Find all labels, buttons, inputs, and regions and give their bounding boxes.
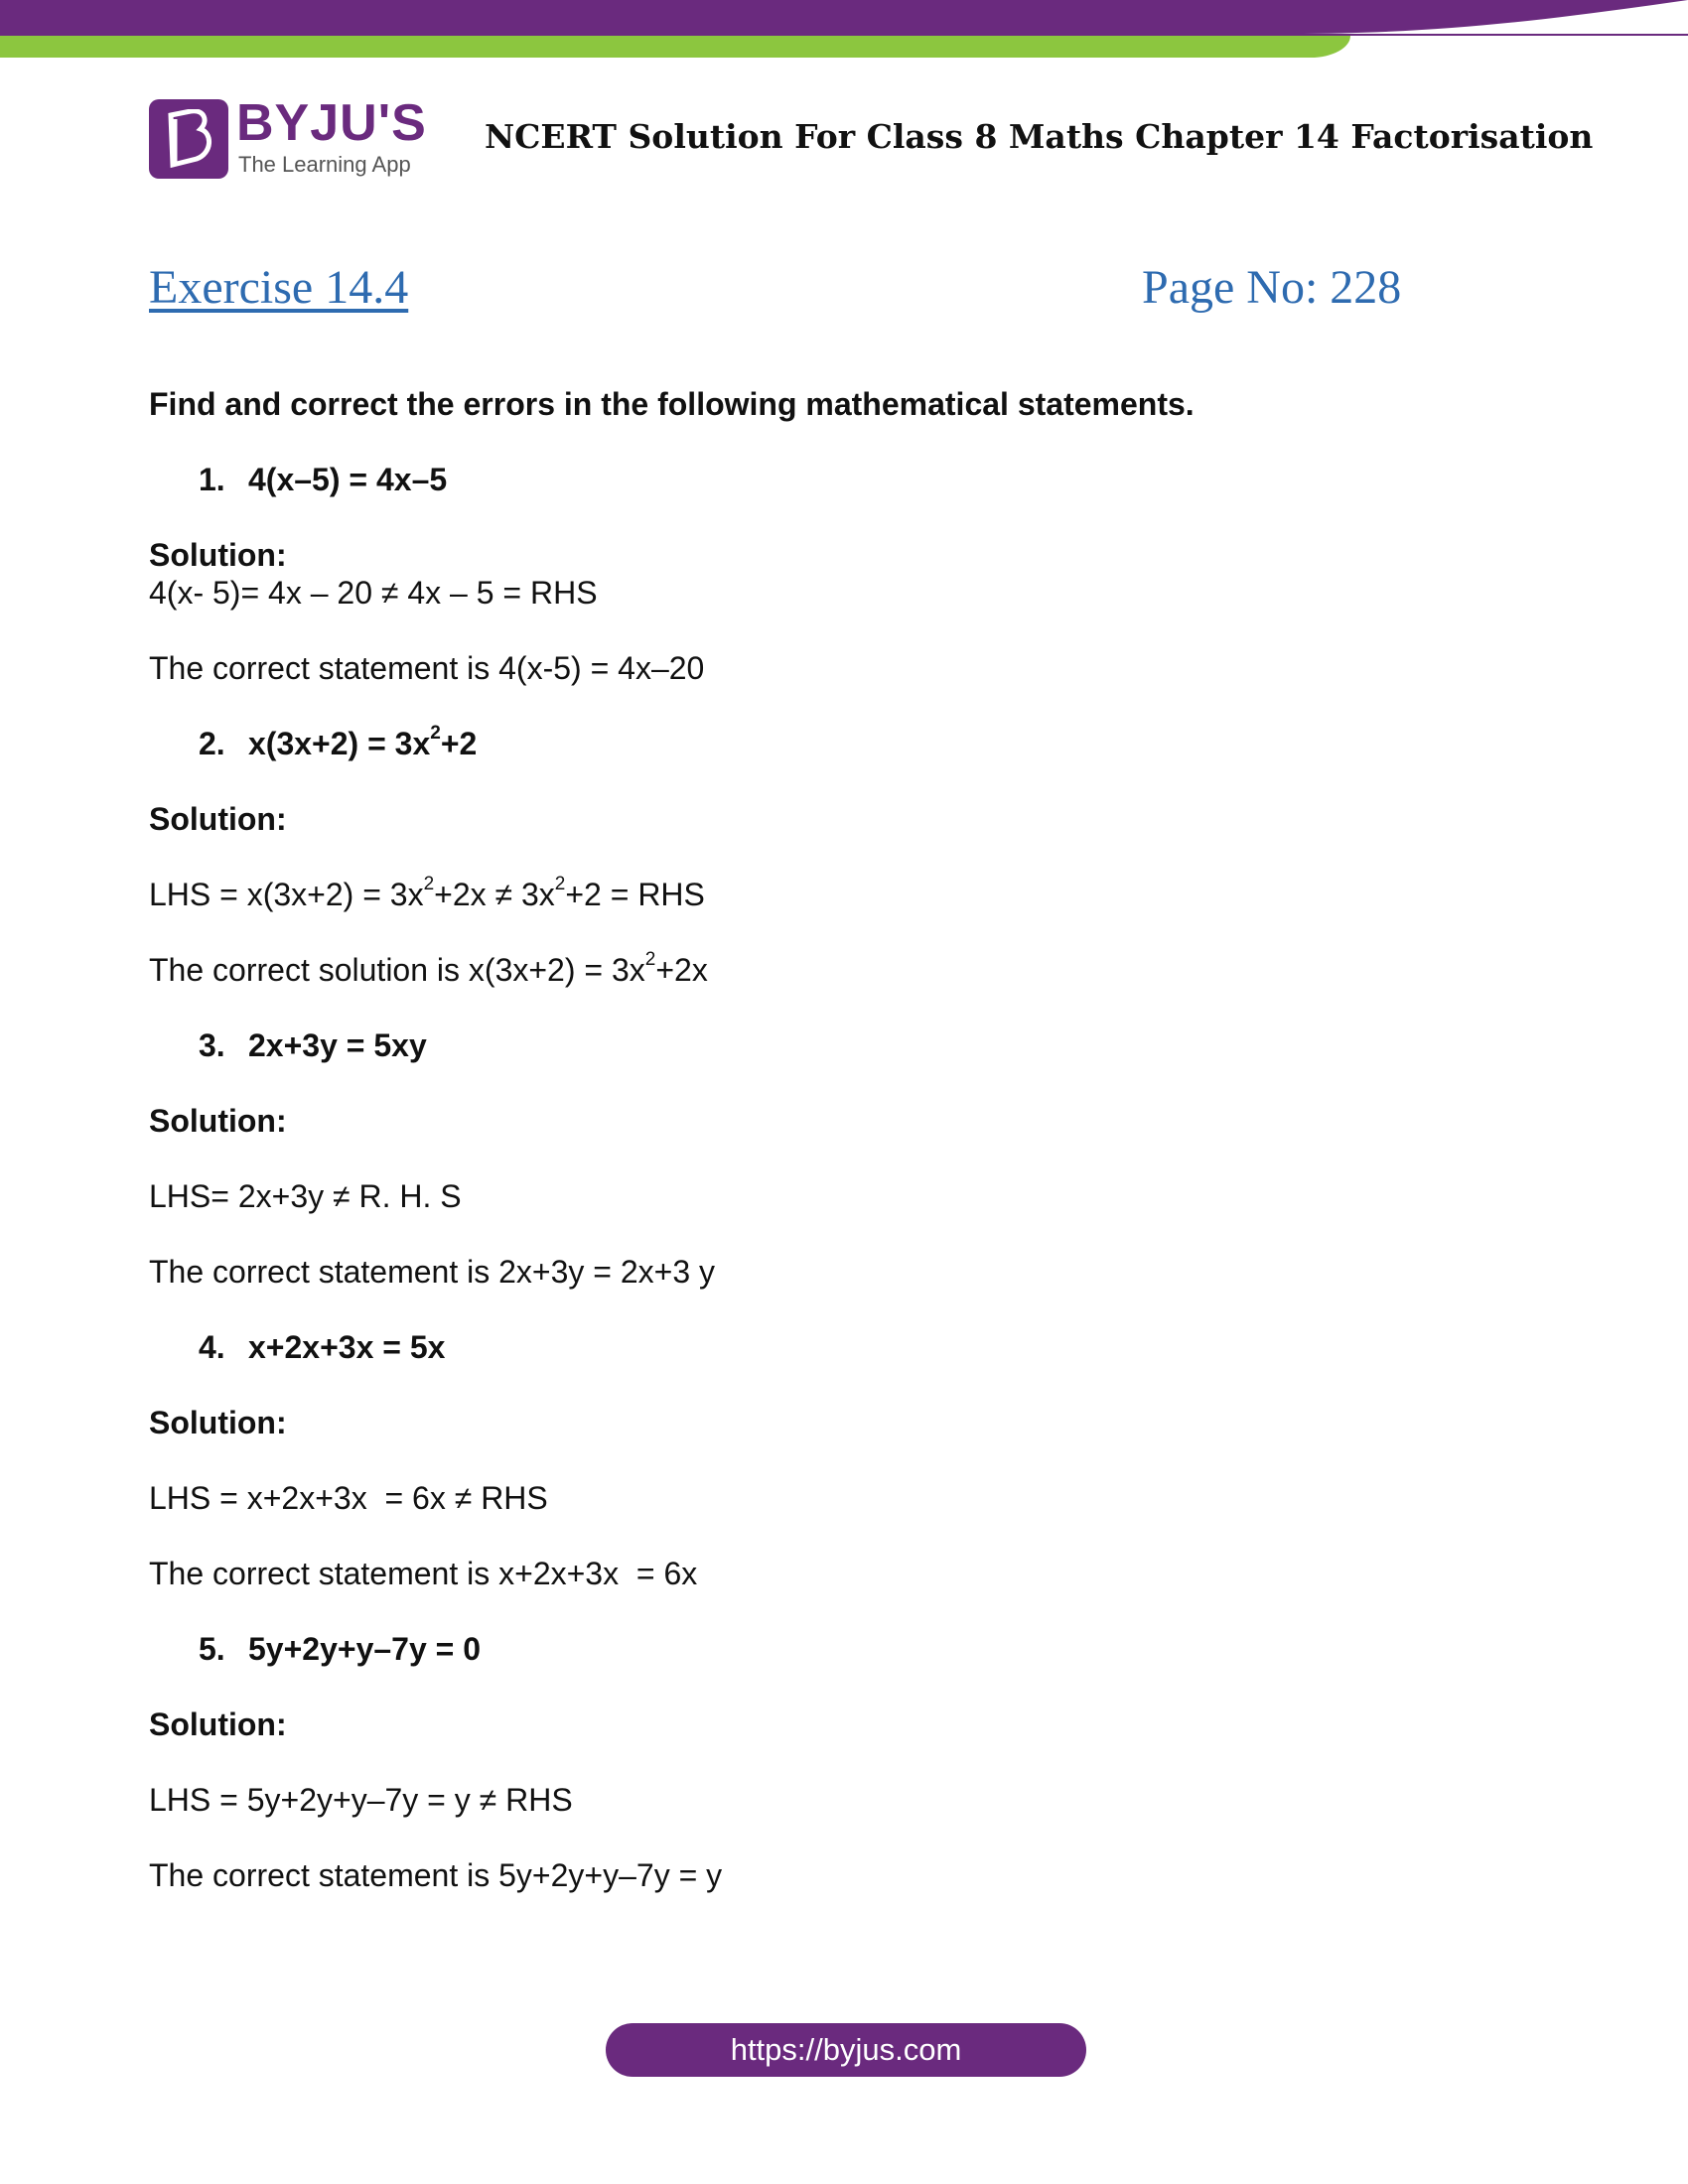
question-statement: 4(x–5) = 4x–5	[248, 462, 448, 497]
question-3	[149, 1026, 1539, 1064]
solution-label: Solution:	[149, 1103, 287, 1139]
correct-statement: The correct statement is 4(x-5) = 4x–20	[149, 650, 705, 686]
footer-link-pill[interactable]	[606, 2023, 1086, 2077]
document-body	[149, 385, 1539, 1932]
byjus-logo[interactable]	[149, 94, 437, 181]
solution-label: Solution:	[149, 1405, 287, 1440]
footer-url[interactable]: https://byjus.com	[730, 2032, 962, 2067]
solution-work: LHS= 2x+3y ≠ R. H. S	[149, 1178, 462, 1214]
question-5	[149, 1630, 1539, 1668]
solution-label: Solution:	[149, 801, 287, 837]
logo-wordmark: BYJU'S	[236, 94, 427, 152]
b-letter-icon	[161, 109, 216, 169]
logo-tagline: The Learning App	[238, 152, 411, 177]
question-number: 4.	[199, 1329, 225, 1365]
exercise-heading[interactable]: Exercise 14.4	[149, 261, 409, 314]
question-number: 3.	[199, 1027, 225, 1063]
solution-work: LHS = $x(3x+2) = 3x^2+2x \ne 3x^2+2$ = RHS	[149, 874, 705, 912]
header-band-curve	[1291, 0, 1688, 34]
solution-label: Solution:	[149, 1706, 287, 1742]
question-statement: $x(3x+2) = 3x^2+2$	[248, 723, 478, 761]
correct-statement: The correct solution is $x(3x+2) = 3x^2+2x$	[149, 949, 708, 988]
question-statement: x+2x+3x = 5x	[248, 1329, 446, 1365]
question-2	[149, 725, 1539, 762]
question-number: 1.	[199, 462, 225, 497]
page-number: Page No: 228	[1142, 261, 1402, 314]
question-number: 2.	[199, 726, 225, 761]
solution-work: LHS = x+2x+3x = 6x ≠ RHS	[149, 1480, 548, 1516]
logo-mark	[149, 99, 228, 179]
solution-work: 4(x- 5)= 4x – 20 ≠ 4x – 5 = RHS	[149, 575, 598, 611]
document-title: NCERT Solution For Class 8 Maths Chapter 14 Factorisation	[485, 117, 1594, 156]
correct-statement: The correct statement is x+2x+3x = 6x	[149, 1556, 698, 1591]
question-4	[149, 1328, 1539, 1366]
solution-work: LHS = 5y+2y+y–7y = y ≠ RHS	[149, 1782, 573, 1818]
question-statement: 5y+2y+y–7y = 0	[248, 1631, 482, 1667]
header-band-green	[0, 36, 1350, 58]
solution-label: Solution:	[149, 537, 287, 573]
question-number: 5.	[199, 1631, 225, 1667]
question-1	[149, 461, 1539, 498]
correct-statement: The correct statement is 5y+2y+y–7y = y	[149, 1857, 723, 1893]
correct-statement: The correct statement is 2x+3y = 2x+3 y	[149, 1254, 716, 1290]
instructions: Find and correct the errors in the following mathematical statements.	[149, 386, 1195, 422]
question-statement: 2x+3y = 5xy	[248, 1027, 427, 1063]
